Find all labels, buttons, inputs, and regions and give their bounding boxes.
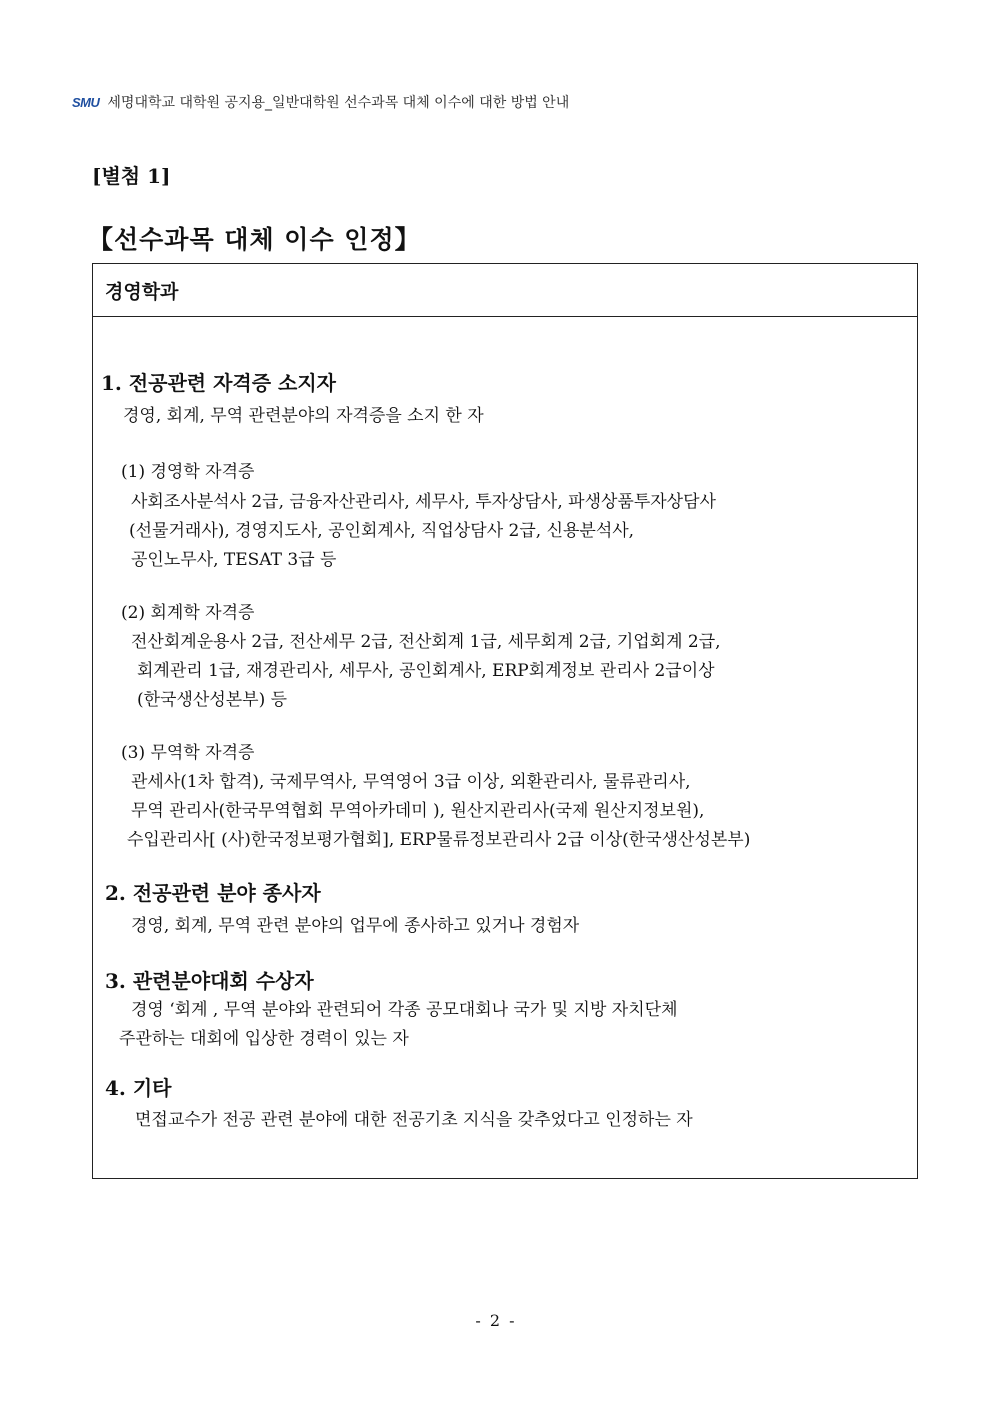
section-3-line: 경영 ‘회계 , 무역 분야와 관련되어 각종 공모대회나 국가 및 지방 자치단체 bbox=[131, 1000, 678, 1020]
section-1-desc: 경영, 회계, 무역 관련분야의 자격증을 소지 한 자 bbox=[123, 406, 484, 426]
header-text: 세명대학교 대학원 공지용_일반대학원 선수과목 대체 이수에 대한 방법 안내 bbox=[107, 95, 570, 111]
sub-2-line: 회계관리 1급, 재경관리사, 세무사, 공인회계사, ERP회계정보 관리사 2급이상 bbox=[137, 661, 715, 681]
section-1-heading: 1. 전공관련 자격증 소지자 bbox=[101, 371, 336, 395]
sub-1-line: 공인노무사, TESAT 3급 등 bbox=[131, 550, 337, 570]
sub-1-line: (선물거래사), 경영지도사, 공인회계사, 직업상담사 2급, 신용분석사, bbox=[129, 521, 635, 541]
sub-3-line: 관세사(1차 합격), 국제무역사, 무역영어 3급 이상, 외환관리사, 물류관리사, bbox=[131, 772, 691, 792]
sub-2-title: (2) 회계학 자격증 bbox=[121, 603, 255, 623]
content-box bbox=[92, 263, 918, 1179]
section-2-desc: 경영, 회계, 무역 관련 분야의 업무에 종사하고 있거나 경험자 bbox=[131, 916, 580, 936]
sub-3-title: (3) 무역학 자격증 bbox=[121, 743, 255, 763]
sub-2-line: (한국생산성본부) 등 bbox=[137, 690, 288, 710]
section-4-heading: 4. 기타 bbox=[105, 1076, 172, 1100]
page-number: - 2 - bbox=[475, 1311, 517, 1330]
document-header bbox=[72, 92, 569, 112]
attachment-label: [별첨 1] bbox=[92, 164, 171, 188]
sub-3-line: 무역 관리사(한국무역협회 무역아카데미 ), 원산지관리사(국제 원산지정보원), bbox=[131, 801, 705, 821]
university-logo: SMU bbox=[72, 94, 100, 110]
section-2-heading: 2. 전공관련 분야 종사자 bbox=[105, 881, 321, 905]
sub-1-title: (1) 경영학 자격증 bbox=[121, 462, 255, 482]
sub-1-line: 사회조사분석사 2급, 금융자산관리사, 세무사, 투자상담사, 파생상품투자상담사 bbox=[131, 492, 716, 512]
section-4-desc: 면접교수가 전공 관련 분야에 대한 전공기초 지식을 갖추었다고 인정하는 자 bbox=[135, 1110, 693, 1130]
sub-2-line: 전산회계운용사 2급, 전산세무 2급, 전산회계 1급, 세무회계 2급, 기업회계 2급, bbox=[131, 632, 721, 652]
sub-3-line: 수입관리사[ (사)한국정보평가협회], ERP물류정보관리사 2급 이상(한국생산성본부) bbox=[127, 830, 751, 850]
department-heading: 경영학과 bbox=[93, 264, 917, 317]
document-title: 【선수과목 대체 이수 인정】 bbox=[88, 225, 421, 254]
section-3-line: 주관하는 대회에 입상한 경력이 있는 자 bbox=[119, 1029, 409, 1049]
section-3-heading: 3. 관련분야대회 수상자 bbox=[105, 969, 314, 993]
